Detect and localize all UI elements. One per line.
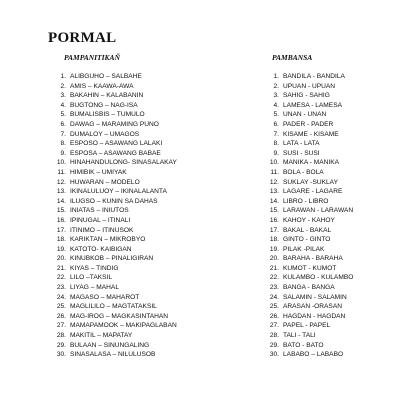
pampanitikan-item	[52, 331, 252, 341]
item-text: SUSI - SUSI	[283, 149, 320, 157]
item-text: BANDILA - BANDILA	[283, 73, 345, 80]
item-text: BATO - BATO	[283, 341, 324, 349]
item-number: 28.	[269, 332, 279, 340]
pampanitikan-item	[52, 110, 252, 120]
pampanitikan-list	[52, 72, 252, 360]
item-text: LAGARE - LAGARE	[283, 188, 343, 196]
item-number: 26.	[269, 312, 279, 320]
pambansa-item	[265, 216, 415, 226]
left-column-heading: PAMPANITIKAÑ	[64, 53, 120, 62]
item-number: 4.	[273, 101, 279, 109]
pambansa-item	[265, 235, 415, 245]
pampanitikan-item	[52, 158, 252, 168]
item-number: 13.	[56, 188, 66, 196]
right-column-heading: PAMBANSA	[272, 53, 313, 62]
item-text: BAKAHIN – KALABANIN	[70, 92, 144, 100]
pambansa-item	[265, 350, 415, 360]
item-number: 14.	[56, 197, 66, 205]
item-number: 3.	[60, 92, 66, 100]
pambansa-item	[265, 302, 415, 312]
pampanitikan-item	[52, 254, 252, 264]
item-text: BANGA - BANGA	[283, 284, 335, 292]
item-text: KULAMBO - KULAMBO	[283, 274, 354, 282]
item-text: AMIS – KAAWA-AWA	[70, 82, 134, 90]
pampanitikan-item	[52, 139, 252, 149]
item-number: 22.	[269, 274, 279, 282]
item-text: IPINUGAL – ITINALI	[70, 216, 131, 224]
pampanitikan-item	[52, 178, 252, 188]
pampanitikan-item	[52, 283, 252, 293]
item-number: 15.	[56, 207, 66, 215]
item-number: 1.	[273, 73, 279, 80]
item-text: ESPOSO – ASAWANG LALAKI	[70, 140, 163, 148]
item-text: BARAHA - BARAHA	[283, 255, 343, 263]
pampanitikan-item	[52, 302, 252, 312]
pampanitikan-item	[52, 197, 252, 207]
pambansa-item	[265, 245, 415, 255]
item-text: BOLA - BOLA	[283, 168, 324, 176]
item-number: 18.	[56, 236, 66, 244]
pampanitikan-item	[52, 168, 252, 178]
item-text: GINTO - GINTO	[283, 236, 331, 244]
item-number: 11.	[270, 168, 279, 176]
pambansa-item	[265, 197, 415, 207]
item-text: MANIKA - MANIKA	[283, 159, 340, 167]
item-number: 13.	[269, 188, 279, 196]
pambansa-item	[265, 91, 415, 101]
item-text: KISAME - KISAME	[283, 130, 339, 138]
pampanitikan-item	[52, 312, 252, 322]
item-text: ITINIMO – ITINUSOK	[70, 226, 134, 234]
item-text: LARAWAN - LARAWAN	[283, 207, 354, 215]
item-number: 8.	[273, 140, 279, 148]
item-number: 23.	[269, 284, 279, 292]
item-text: TALI - TALI	[283, 332, 316, 340]
pampanitikan-item	[52, 82, 252, 92]
item-number: 21.	[269, 264, 279, 272]
pampanitikan-item	[52, 91, 252, 101]
item-text: INIATAS – INIUTOS	[70, 207, 129, 215]
pambansa-item	[265, 312, 415, 322]
item-text: UNAN - UNAN	[283, 111, 327, 119]
pampanitikan-item	[52, 187, 252, 197]
item-number: 24.	[269, 293, 279, 301]
pampanitikan-item	[52, 245, 252, 255]
item-text: LILO –TAKSIL	[70, 274, 113, 282]
item-text: BUGTONG – NAG-ISA	[70, 101, 138, 109]
pambansa-item	[265, 331, 415, 341]
item-text: BULAAN – SINUNGALING	[70, 341, 150, 349]
pampanitikan-item	[52, 350, 252, 360]
item-number: 29.	[56, 341, 66, 349]
item-number: 14.	[269, 197, 279, 205]
item-text: KIYAS – TINDIG	[70, 264, 119, 272]
item-text: PADER - PADER	[283, 120, 334, 128]
item-number: 20.	[269, 255, 279, 263]
item-number: 22.	[56, 274, 66, 282]
item-number: 25.	[269, 303, 279, 311]
pambansa-item	[265, 293, 415, 303]
pampanitikan-item	[52, 120, 252, 130]
item-text: ILUGSO – KUNIN SA DAHAS	[70, 197, 158, 205]
item-text: LABABO – LABABO	[283, 351, 344, 359]
item-number: 7.	[273, 130, 279, 138]
pambansa-item	[265, 101, 415, 111]
item-number: 23.	[56, 284, 66, 292]
item-text: LIBRO - LIBRO	[283, 197, 329, 205]
item-number: 16.	[269, 216, 279, 224]
pampanitikan-item	[52, 293, 252, 303]
item-number: 11.	[57, 168, 66, 176]
pambansa-item	[265, 149, 415, 159]
pambansa-item	[265, 273, 415, 283]
item-text: KARIKTAN – MIKROBYO	[70, 236, 146, 244]
pambansa-item	[265, 341, 415, 351]
item-text: KATOTO- KAIBIGAN	[70, 245, 132, 253]
item-text: MAKITIL – MAPATAY	[70, 332, 133, 340]
item-number: 15.	[269, 207, 279, 215]
item-text: LATA - LATA	[283, 140, 320, 148]
item-number: 9.	[273, 149, 279, 157]
item-text: IKINALULUOY – IKINALALANTA	[70, 188, 167, 196]
item-number: 6.	[60, 120, 66, 128]
item-text: SINASALASA – NILULUSOB	[70, 351, 156, 359]
item-number: 7.	[60, 130, 66, 138]
item-number: 30.	[56, 351, 66, 359]
item-number: 25.	[56, 303, 66, 311]
pambansa-item	[265, 321, 415, 331]
item-number: 19.	[56, 245, 66, 253]
item-text: UPUAN - UPUAN	[283, 82, 336, 90]
item-text: BUMALISBIS – TUMULO	[70, 111, 145, 119]
item-number: 18.	[269, 236, 279, 244]
item-text: SAHIG - SAHIG	[283, 92, 330, 100]
item-text: HAGDAN - HAGDAN	[283, 312, 346, 320]
item-number: 24.	[56, 293, 66, 301]
pampanitikan-item	[52, 149, 252, 159]
item-number: 27.	[269, 322, 279, 330]
item-text: HIMIBIK – UMIYAK	[70, 168, 127, 176]
item-text: KAHOY - KAHOY	[283, 216, 335, 224]
pambansa-list	[265, 72, 415, 360]
pambansa-item	[265, 206, 415, 216]
pampanitikan-item	[52, 206, 252, 216]
item-text: PILAK -PILAK	[283, 245, 325, 253]
item-number: 4.	[60, 101, 66, 109]
item-text: DUMALOY – UMAGOS	[70, 130, 140, 138]
item-text: ALIBGUHO – SALBAHE	[70, 73, 142, 80]
item-number: 30.	[269, 351, 279, 359]
item-number: 12.	[269, 178, 279, 186]
item-text: ESPOSA – ASAWANG BABAE	[70, 149, 161, 157]
item-number: 5.	[273, 111, 279, 119]
pampanitikan-item	[52, 130, 252, 140]
pambansa-item	[265, 158, 415, 168]
item-text: SALAMIN - SALAMIN	[283, 293, 347, 301]
item-text: MAG-IROG – MAGKASINTAHAN	[70, 312, 169, 320]
item-text: HUWARAN – MODELO	[70, 178, 140, 186]
item-number: 20.	[56, 255, 66, 263]
pampanitikan-item	[52, 264, 252, 274]
item-text: BAKAL - BAKAL	[283, 226, 332, 234]
pampanitikan-item	[52, 235, 252, 245]
pambansa-item	[265, 283, 415, 293]
item-number: 19.	[269, 245, 279, 253]
item-number: 1.	[60, 73, 66, 80]
pambansa-item	[265, 168, 415, 178]
item-text: HINAHANDULONG- SINASALAKAY	[70, 159, 177, 167]
pampanitikan-item	[52, 273, 252, 283]
pampanitikan-item	[52, 341, 252, 351]
item-text: LAMESA - LAMESA	[283, 101, 342, 109]
pambansa-item	[265, 187, 415, 197]
pampanitikan-item	[52, 321, 252, 331]
pampanitikan-item	[52, 101, 252, 111]
item-text: MAGASO – MAHAROT	[70, 293, 140, 301]
item-number: 10.	[269, 159, 279, 167]
item-number: 28.	[56, 332, 66, 340]
pampanitikan-item	[52, 72, 252, 82]
item-text: KINUBKOB – PINALIGIRAN	[70, 255, 154, 263]
item-text: KUMOT - KUMOT	[283, 264, 337, 272]
item-number: 17.	[269, 226, 279, 234]
pambansa-item	[265, 130, 415, 140]
item-number: 16.	[56, 216, 66, 224]
item-text: MAMAPAMOOK – MAKIPAGLABAN	[70, 322, 177, 330]
page-title: PORMAL	[48, 30, 117, 46]
item-text: SUKLAY -SUKLAY	[283, 178, 338, 186]
pambansa-item	[265, 264, 415, 274]
item-number: 12.	[56, 178, 66, 186]
item-text: ARASAN -ORASAN	[283, 303, 342, 311]
item-number: 10.	[56, 159, 66, 167]
item-text: LIYAG – MAHAL	[70, 284, 119, 292]
pambansa-item	[265, 82, 415, 92]
item-number: 21.	[56, 264, 66, 272]
pambansa-item	[265, 110, 415, 120]
item-number: 2.	[60, 82, 66, 90]
item-number: 3.	[273, 92, 279, 100]
item-number: 6.	[273, 120, 279, 128]
item-text: PAPEL - PAPEL	[283, 322, 331, 330]
pampanitikan-item	[52, 216, 252, 226]
pambansa-item	[265, 226, 415, 236]
pambansa-item	[265, 120, 415, 130]
item-number: 8.	[60, 140, 66, 148]
item-number: 27.	[56, 322, 66, 330]
item-number: 2.	[273, 82, 279, 90]
pambansa-item	[265, 254, 415, 264]
item-number: 5.	[60, 111, 66, 119]
pampanitikan-item	[52, 226, 252, 236]
item-number: 26.	[56, 312, 66, 320]
item-text: DAWAG – MARAMING PUNO	[70, 120, 159, 128]
pambansa-item	[265, 178, 415, 188]
item-number: 9.	[60, 149, 66, 157]
item-text: MAGLILILO – MAGTATAKSIL	[70, 303, 157, 311]
pambansa-item	[265, 72, 415, 82]
pambansa-item	[265, 139, 415, 149]
item-number: 17.	[56, 226, 66, 234]
item-number: 29.	[269, 341, 279, 349]
